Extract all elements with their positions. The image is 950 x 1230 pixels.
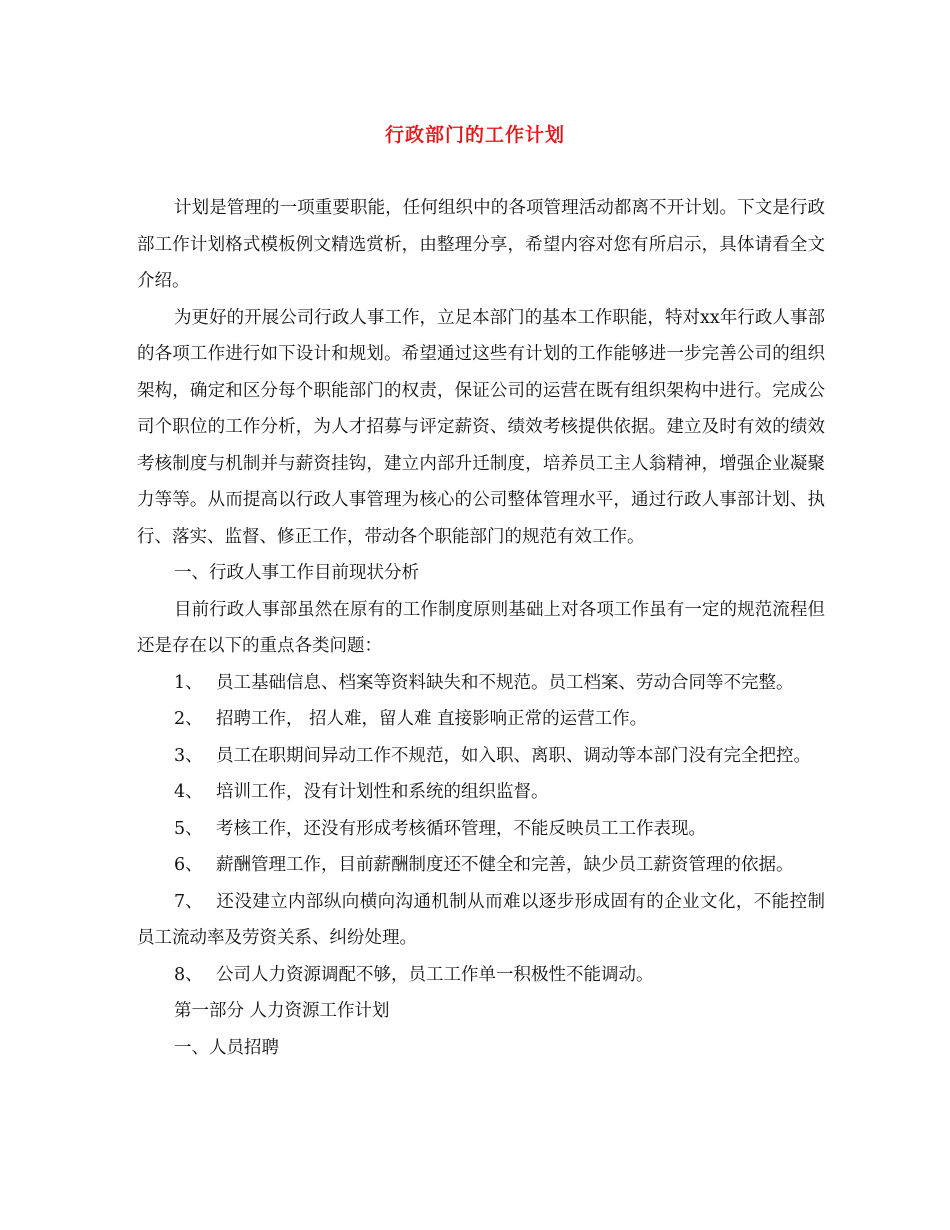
list-item-text: 员工在职期间异动工作不规范，如入职、离职、调动等本部门没有完全把控。 bbox=[216, 745, 811, 766]
list-item-number: 1、 bbox=[174, 672, 203, 693]
list-item-text: 招聘工作， 招人难，留人难 直接影响正常的运营工作。 bbox=[216, 709, 648, 729]
list-item-text: 公司人力资源调配不够，员工工作单一积极性不能调动。 bbox=[216, 964, 654, 985]
subsection-heading: 一、人员招聘 bbox=[174, 1037, 279, 1058]
section-heading: 一、行政人事工作目前现状分析 bbox=[174, 563, 419, 583]
list-item-text: 考核工作，还没有形成考核循环管理，不能反映员工工作表现。 bbox=[216, 818, 706, 839]
list-item bbox=[137, 884, 825, 957]
document-title: 行政部门的工作计划 bbox=[384, 124, 565, 146]
list-item-number: 5、 bbox=[174, 818, 203, 839]
section-intro-paragraph: 目前行政人事部虽然在原有的工作制度原则基础上对各项工作虽有一定的规范流程但还是存在以下的重点各类问题： bbox=[137, 599, 825, 656]
list-item bbox=[137, 665, 825, 702]
list-item-number: 4、 bbox=[174, 782, 203, 802]
list-item-number: 7、 bbox=[174, 891, 203, 912]
list-item bbox=[137, 847, 825, 884]
intro-paragraph: 计划是管理的一项重要职能，任何组织中的各项管理活动都离不开计划。下文是行政部工作计划格式模板例文精选赏析，由整理分享，希望内容对您有所启示，具体请看全文介绍。 bbox=[137, 198, 825, 291]
list-item-number: 8、 bbox=[174, 964, 203, 985]
body-paragraph-1: 为更好的开展公司行政人事工作，立足本部门的基本工作职能，特对xx年行政人事部的各项工作进行如下设计和规划。希望通过这些有计划的工作能够进一步完善公司的组织架构，确定和区分每个职能部门的权责，保证公司的运营在既有组织架构中进行。完成公司个职位的工作分析，为人才招募与评定薪资、绩效考核提供依据。建立及时有效的绩效考核制度与机制并与薪资挂钩，建立内部升迁制度，培养员工主人翁精神，增强企业凝聚力等等。从而提高以行政人事管理为核心的公司整体管理水平，通过行政人事部计划、执行、落实、监督、修正工作，带动各个职能部门的规范有效工作。 bbox=[137, 307, 825, 547]
list-item bbox=[137, 957, 825, 994]
list-item-text: 薪酬管理工作，目前薪酬制度还不健全和完善，缺少员工薪资管理的依据。 bbox=[216, 855, 794, 875]
document-body bbox=[137, 190, 825, 1066]
list-item bbox=[137, 774, 825, 811]
list-item bbox=[137, 811, 825, 848]
list-item-number: 3、 bbox=[174, 745, 203, 766]
list-item-text: 培训工作，没有计划性和系统的组织监督。 bbox=[216, 782, 549, 802]
list-item-text: 还没建立内部纵向横向沟通机制从而难以逐步形成固有的企业文化，不能控制员工流动率及劳资关系、纠纷处理。 bbox=[137, 891, 825, 948]
list-item bbox=[137, 738, 825, 775]
list-item bbox=[137, 701, 825, 738]
list-item-number: 6、 bbox=[174, 855, 203, 875]
list-item-number: 2、 bbox=[174, 709, 203, 729]
list-item-text: 员工基础信息、档案等资料缺失和不规范。员工档案、劳动合同等不完整。 bbox=[216, 672, 794, 693]
part-heading: 第一部分 人力资源工作计划 bbox=[174, 1001, 390, 1021]
